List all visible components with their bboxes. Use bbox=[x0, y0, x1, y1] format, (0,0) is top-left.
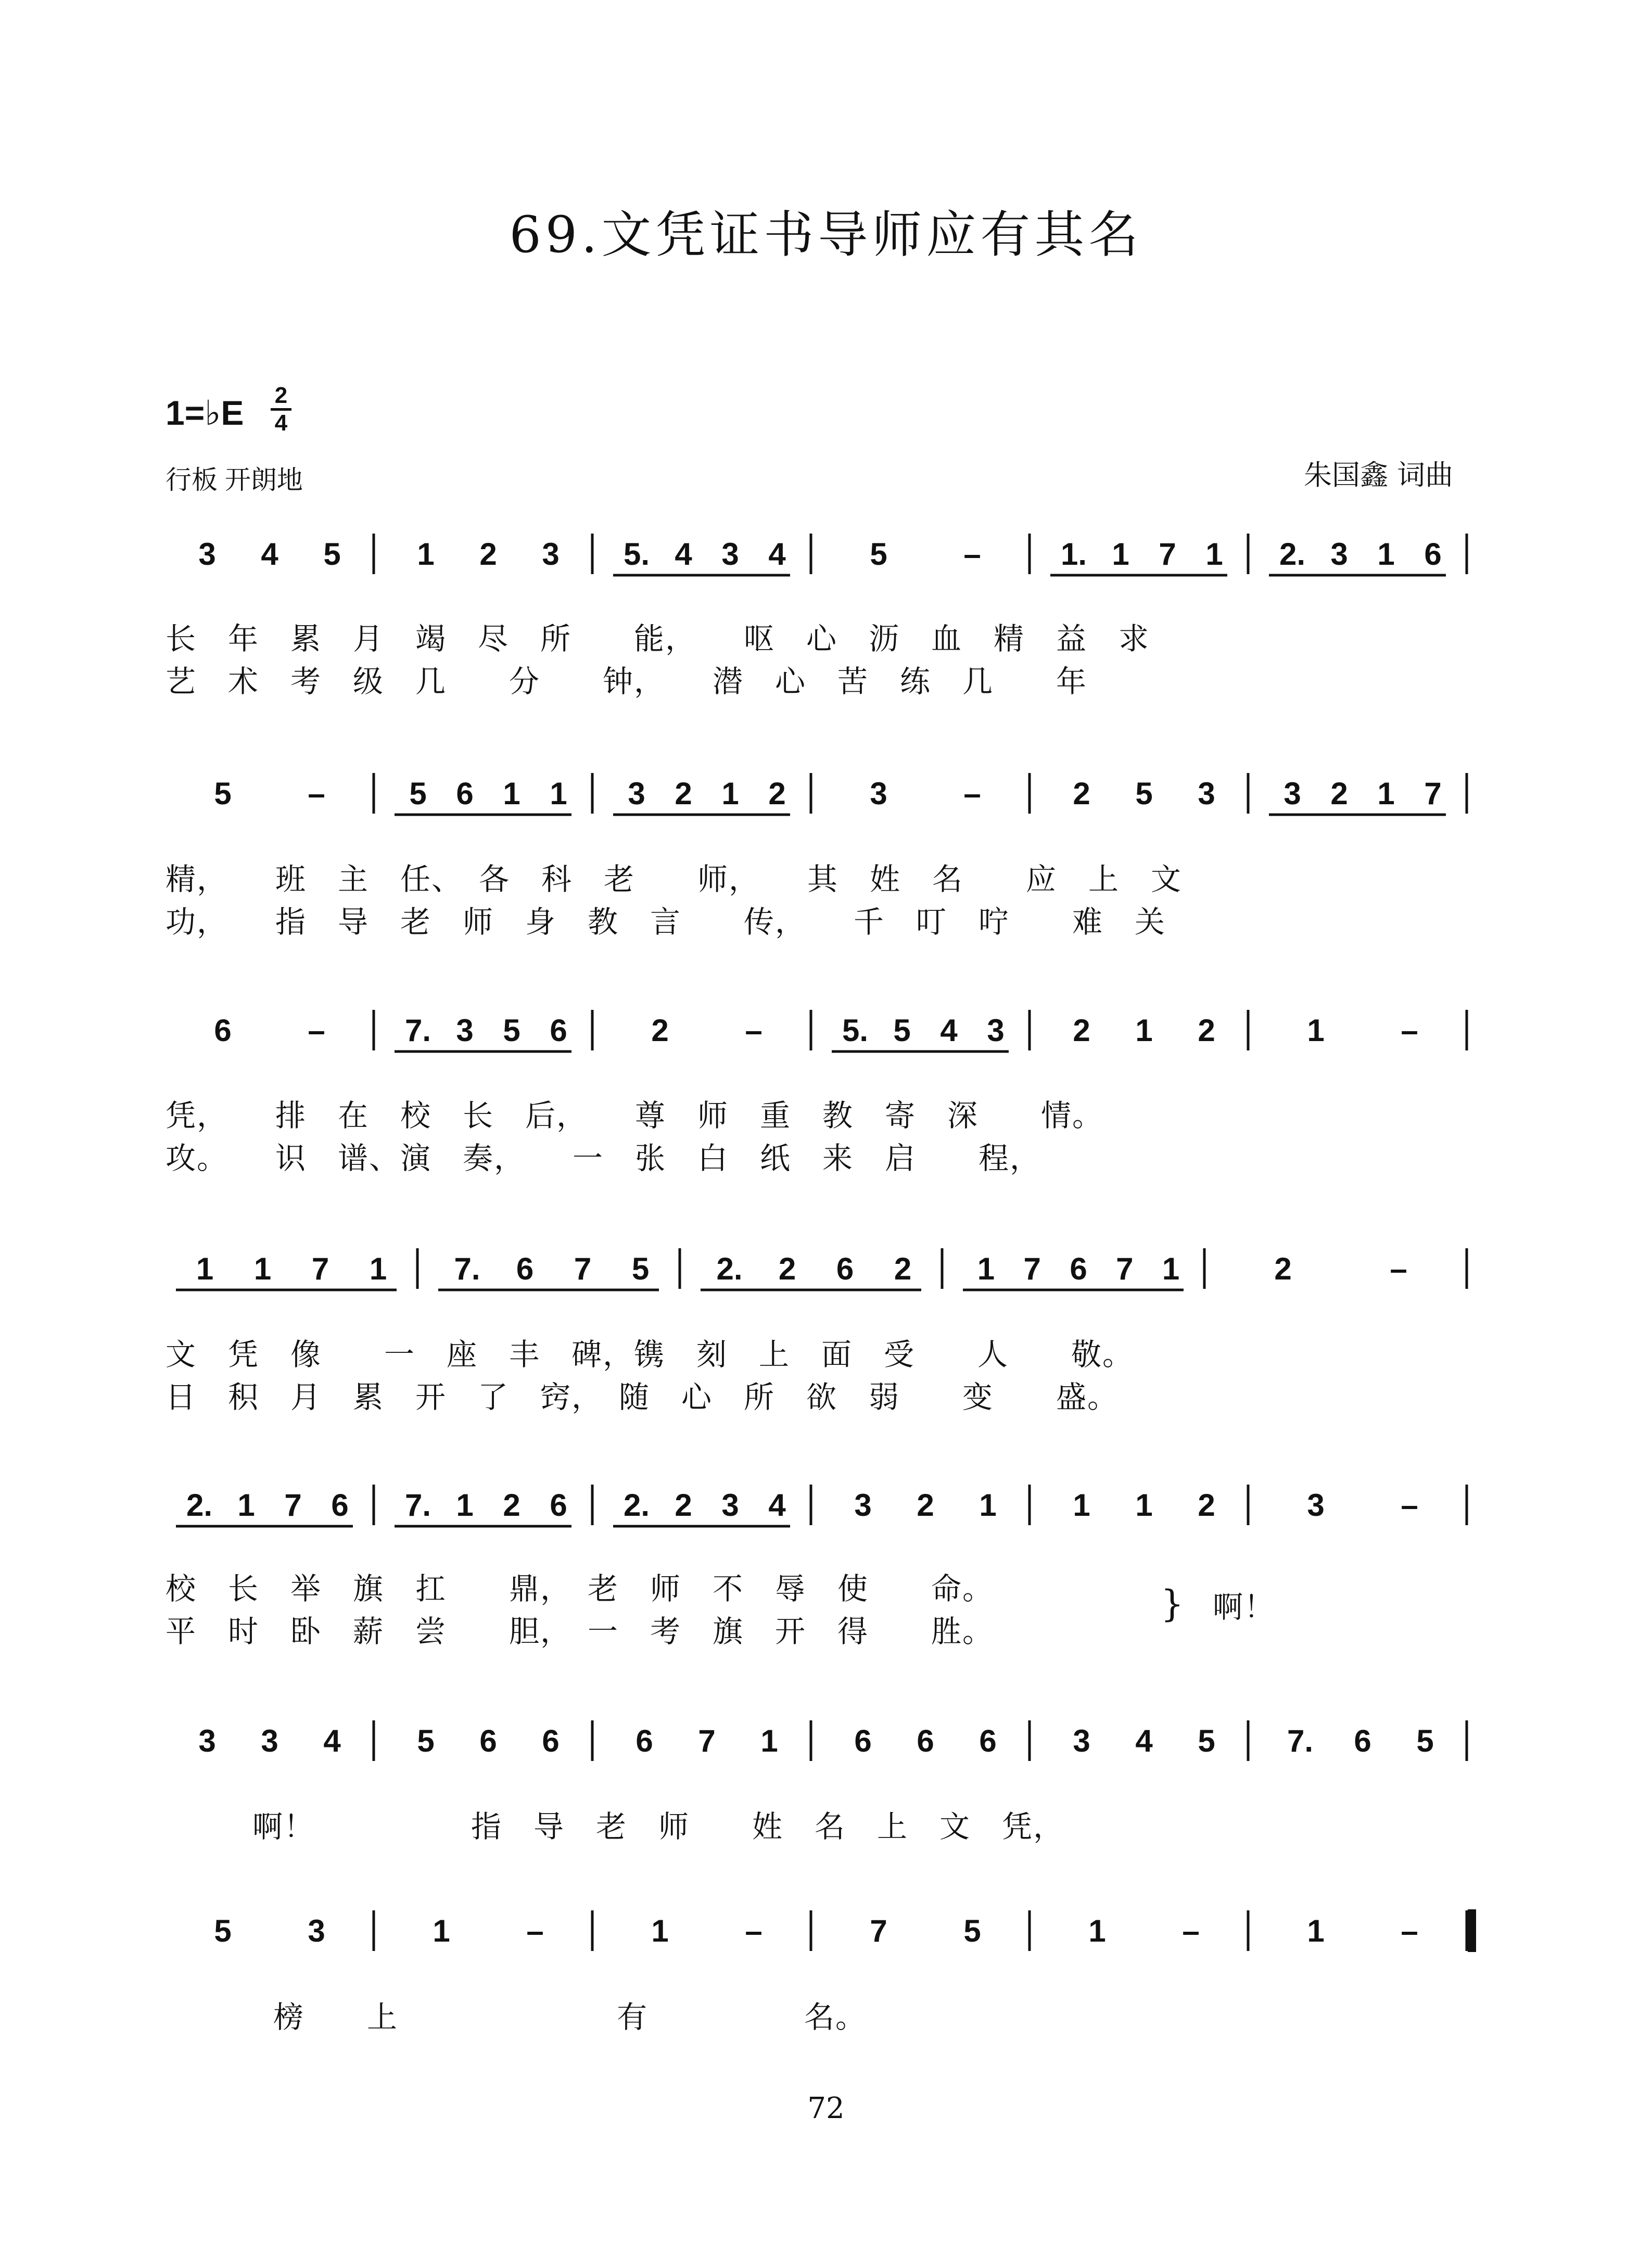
note-2-2-4: 1 bbox=[550, 776, 567, 811]
note-3-6-1: 1 bbox=[1307, 1013, 1325, 1048]
note-3-6-2: – bbox=[1401, 1013, 1418, 1048]
note-5-4-2: 2 bbox=[917, 1488, 934, 1523]
note-7-5-1: 1 bbox=[1088, 1913, 1106, 1948]
note-5-2-1: 7. bbox=[404, 1488, 431, 1523]
note-2-4-2: – bbox=[963, 776, 981, 811]
note-2-6-2: 2 bbox=[1330, 776, 1348, 811]
note-4-1-4: 1 bbox=[369, 1251, 387, 1286]
note-1-5-1: 1. bbox=[1060, 537, 1087, 572]
song-title: 69.文凭证书导师应有其名 bbox=[509, 206, 1143, 264]
note-5-6-1: 3 bbox=[1307, 1488, 1325, 1523]
note-5-4-1: 3 bbox=[854, 1488, 872, 1523]
note-7-4-2: 5 bbox=[963, 1913, 981, 1948]
note-1-2-1: 1 bbox=[417, 537, 435, 572]
note-4-5-1: 2 bbox=[1274, 1251, 1292, 1286]
note-7-6-1: 1 bbox=[1307, 1913, 1325, 1948]
note-1-5-2: 1 bbox=[1112, 537, 1129, 572]
note-1-6-1: 2. bbox=[1279, 537, 1306, 572]
note-7-2-2: – bbox=[526, 1913, 544, 1948]
note-4-2-4: 5 bbox=[631, 1251, 650, 1286]
note-6-6-3: 5 bbox=[1416, 1724, 1434, 1758]
lyric-line-6-verse-1: 啊！ 指 导 老 师 姓 名 上 文 凭， bbox=[252, 1809, 1065, 1844]
note-5-5-1: 1 bbox=[1073, 1488, 1090, 1523]
note-2-1-1: 5 bbox=[214, 776, 232, 811]
note-2-2-3: 1 bbox=[503, 776, 520, 811]
note-5-1-2: 1 bbox=[237, 1488, 255, 1523]
note-3-2-3: 5 bbox=[503, 1013, 520, 1048]
lyric-line-4-verse-2: 日 积 月 累 开 了 窍， 随 心 所 欲 弱 变 盛。 bbox=[166, 1379, 1119, 1415]
note-1-1-1: 3 bbox=[198, 537, 216, 572]
lyric-line-3-verse-2: 攻。 识 谱、演 奏， 一 张 白 纸 来 启 程， bbox=[166, 1140, 1041, 1176]
note-2-2-2: 6 bbox=[456, 776, 474, 811]
lyric-line-3-verse-1: 凭， 排 在 校 长 后， 尊 师 重 教 寄 深 情。 bbox=[166, 1098, 1104, 1133]
note-4-1-2: 1 bbox=[253, 1251, 272, 1286]
note-7-5-2: – bbox=[1182, 1913, 1200, 1948]
note-4-3-3: 6 bbox=[836, 1251, 854, 1286]
note-1-4-1: 5 bbox=[870, 537, 887, 572]
note-6-2-1: 5 bbox=[417, 1724, 435, 1758]
note-5-4-3: 1 bbox=[979, 1488, 997, 1523]
note-2-1-2: – bbox=[308, 776, 325, 811]
note-1-2-3: 3 bbox=[542, 537, 560, 572]
note-7-1-2: 3 bbox=[308, 1913, 325, 1948]
time-signature-top: 2 bbox=[274, 383, 288, 408]
note-3-1-2: – bbox=[308, 1013, 325, 1048]
note-6-2-2: 6 bbox=[479, 1724, 497, 1758]
note-1-6-2: 3 bbox=[1330, 537, 1348, 572]
note-2-6-3: 1 bbox=[1377, 776, 1395, 811]
note-6-5-2: 4 bbox=[1135, 1724, 1153, 1758]
note-1-5-4: 1 bbox=[1205, 537, 1223, 572]
note-3-1-1: 6 bbox=[214, 1013, 232, 1048]
note-5-1-4: 6 bbox=[331, 1488, 349, 1523]
note-2-3-4: 2 bbox=[768, 776, 786, 811]
lyric-line-4-verse-1: 文 凭 像 一 座 丰 碑，镌 刻 上 面 受 人 敬。 bbox=[166, 1337, 1134, 1372]
note-7-6-2: – bbox=[1401, 1913, 1418, 1948]
note-5-6-2: – bbox=[1401, 1488, 1418, 1523]
note-3-3-2: – bbox=[745, 1013, 763, 1048]
note-3-4-1: 5. bbox=[842, 1013, 869, 1048]
page-number: 72 bbox=[807, 2092, 845, 2125]
note-6-2-3: 6 bbox=[542, 1724, 560, 1758]
lyric-line-1-verse-2: 艺 术 考 级 几 分 钟， 潜 心 苦 练 几 年 bbox=[166, 664, 1088, 699]
note-6-3-3: 1 bbox=[760, 1724, 778, 1758]
note-6-3-1: 6 bbox=[636, 1724, 653, 1758]
note-1-6-4: 6 bbox=[1424, 537, 1442, 572]
note-6-1-3: 4 bbox=[323, 1724, 341, 1758]
note-1-5-3: 7 bbox=[1159, 537, 1176, 572]
note-1-3-2: 4 bbox=[675, 537, 692, 572]
note-3-3-1: 2 bbox=[651, 1013, 669, 1048]
note-6-6-1: 7. bbox=[1287, 1724, 1314, 1758]
note-7-4-1: 7 bbox=[870, 1913, 887, 1948]
note-4-3-4: 2 bbox=[894, 1251, 912, 1286]
note-5-1-3: 7 bbox=[284, 1488, 302, 1523]
note-5-2-3: 2 bbox=[503, 1488, 520, 1523]
note-4-2-1: 7. bbox=[454, 1251, 480, 1286]
note-3-2-2: 3 bbox=[456, 1013, 474, 1048]
note-3-2-1: 7. bbox=[404, 1013, 431, 1048]
note-6-1-1: 3 bbox=[198, 1724, 216, 1758]
tempo-marking: 行板 开朗地 bbox=[166, 465, 303, 495]
note-4-2-3: 7 bbox=[574, 1251, 592, 1286]
note-5-5-3: 2 bbox=[1198, 1488, 1215, 1523]
note-1-4-2: – bbox=[963, 537, 981, 572]
note-4-4-2: 7 bbox=[1023, 1251, 1041, 1286]
note-2-3-1: 3 bbox=[628, 776, 645, 811]
note-5-3-3: 3 bbox=[721, 1488, 739, 1523]
note-2-5-2: 5 bbox=[1135, 776, 1153, 811]
note-2-3-2: 2 bbox=[675, 776, 692, 811]
note-1-3-1: 5. bbox=[623, 537, 650, 572]
note-1-1-3: 5 bbox=[323, 537, 341, 572]
note-3-5-3: 2 bbox=[1198, 1013, 1215, 1048]
note-1-6-3: 1 bbox=[1377, 537, 1395, 572]
note-1-3-3: 3 bbox=[721, 537, 739, 572]
note-2-2-1: 5 bbox=[409, 776, 427, 811]
lyric-line-5-verse-1: 校 长 举 旗 扛 鼎， 老 师 不 辱 使 命。 bbox=[166, 1571, 994, 1606]
note-4-3-2: 2 bbox=[778, 1251, 796, 1286]
note-2-5-1: 2 bbox=[1073, 776, 1090, 811]
note-5-3-1: 2. bbox=[623, 1488, 650, 1523]
brace: } bbox=[1161, 1582, 1184, 1625]
note-3-2-4: 6 bbox=[550, 1013, 567, 1048]
note-3-5-1: 2 bbox=[1073, 1013, 1090, 1048]
time-signature-bottom: 4 bbox=[274, 410, 288, 436]
composer-credit: 朱国鑫 词曲 bbox=[1304, 459, 1454, 491]
note-3-5-2: 1 bbox=[1135, 1013, 1153, 1048]
note-4-3-1: 2. bbox=[716, 1251, 743, 1286]
note-1-3-4: 4 bbox=[768, 537, 786, 572]
note-6-4-2: 6 bbox=[917, 1724, 934, 1758]
note-4-4-5: 1 bbox=[1162, 1251, 1180, 1286]
note-6-1-2: 3 bbox=[261, 1724, 278, 1758]
note-4-4-3: 6 bbox=[1070, 1251, 1087, 1286]
note-2-6-1: 3 bbox=[1284, 776, 1301, 811]
lyric-line-1-verse-1: 长 年 累 月 竭 尽 所 能， 呕 心 沥 血 精 益 求 bbox=[166, 621, 1150, 656]
note-4-2-2: 6 bbox=[516, 1251, 534, 1286]
note-4-5-2: – bbox=[1390, 1251, 1407, 1286]
note-2-5-3: 3 bbox=[1198, 776, 1215, 811]
note-6-5-1: 3 bbox=[1073, 1724, 1090, 1758]
note-5-2-2: 1 bbox=[456, 1488, 474, 1523]
note-7-3-1: 1 bbox=[651, 1913, 669, 1948]
note-2-4-1: 3 bbox=[870, 776, 887, 811]
lyric-line-5-verse-2: 平 时 卧 薪 尝 胆， 一 考 旗 开 得 胜。 bbox=[166, 1614, 994, 1649]
note-6-5-3: 5 bbox=[1198, 1724, 1215, 1758]
note-5-1-1: 2. bbox=[186, 1488, 213, 1523]
note-2-6-4: 7 bbox=[1424, 776, 1442, 811]
note-1-2-2: 2 bbox=[479, 537, 497, 572]
note-4-4-1: 1 bbox=[977, 1251, 995, 1286]
note-4-1-3: 7 bbox=[311, 1251, 329, 1286]
note-4-4-4: 7 bbox=[1116, 1251, 1134, 1286]
note-5-2-4: 6 bbox=[550, 1488, 567, 1523]
note-4-1-1: 1 bbox=[196, 1251, 214, 1286]
note-5-3-2: 2 bbox=[675, 1488, 692, 1523]
note-6-4-1: 6 bbox=[854, 1724, 872, 1758]
note-3-4-3: 4 bbox=[940, 1013, 958, 1048]
note-6-3-2: 7 bbox=[698, 1724, 716, 1758]
note-7-3-2: – bbox=[745, 1913, 763, 1948]
note-6-4-3: 6 bbox=[979, 1724, 997, 1758]
lyric-line-2-verse-2: 功， 指 导 老 师 身 教 言 传， 千 叮 咛 难 关 bbox=[166, 904, 1166, 940]
lyric-line-7-verse-1: 榜 上 有 名。 bbox=[273, 1999, 867, 2035]
note-1-1-2: 4 bbox=[261, 537, 278, 572]
key-signature: 1=♭E bbox=[166, 394, 244, 432]
note-7-2-1: 1 bbox=[433, 1913, 450, 1948]
note-3-4-2: 5 bbox=[893, 1013, 911, 1048]
lyric-line-5-aside: 啊！ bbox=[1213, 1589, 1276, 1625]
lyric-line-2-verse-1: 精， 班 主 任、 各 科 老 师， 其 姓 名 应 上 文 bbox=[166, 861, 1183, 897]
note-3-4-4: 3 bbox=[987, 1013, 1005, 1048]
note-6-6-2: 6 bbox=[1354, 1724, 1371, 1758]
note-2-3-3: 1 bbox=[721, 776, 739, 811]
note-7-1-1: 5 bbox=[214, 1913, 232, 1948]
note-5-5-2: 1 bbox=[1135, 1488, 1153, 1523]
note-5-3-4: 4 bbox=[768, 1488, 786, 1523]
